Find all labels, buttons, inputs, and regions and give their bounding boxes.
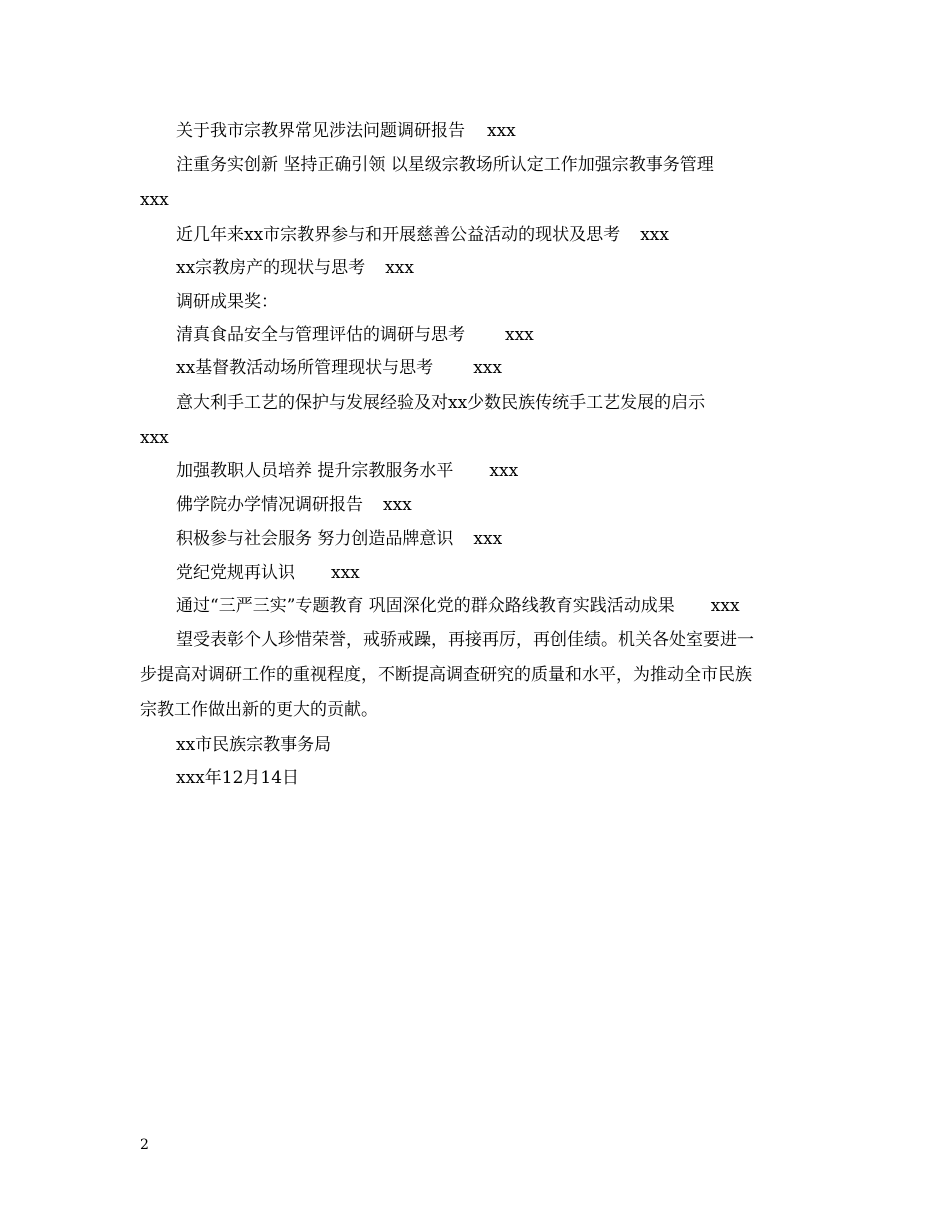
body-text: 步提高对调研工作的重视程度，不断提高调查研究的质量和水平，为推动全市民族 bbox=[140, 665, 752, 685]
author-name: xxx bbox=[473, 529, 503, 549]
author-name: xxx bbox=[640, 225, 669, 245]
signature-date bbox=[176, 768, 299, 788]
body-paragraph-line bbox=[176, 630, 754, 650]
body-text: 望受表彰个人珍惜荣誉，戒骄戒躁，再接再厉，再创佳绩。机关各处室要进一 bbox=[176, 630, 754, 650]
award-item-title: xx基督教活动场所管理现状与思考 bbox=[176, 358, 434, 378]
award-item-title: xx宗教房产的现状与思考 bbox=[176, 258, 366, 278]
award-item-line bbox=[176, 393, 705, 413]
section-heading-text: 调研成果奖： bbox=[176, 292, 278, 312]
award-item-line bbox=[176, 121, 516, 141]
author-name: xxx bbox=[385, 258, 414, 278]
body-paragraph-line bbox=[140, 700, 378, 720]
award-item-title: 注重务实创新 坚持正确引领 以星级宗教场所认定工作加强宗教事务管理 bbox=[176, 155, 714, 175]
award-item-title: 加强教职人员培养 提升宗教服务水平 bbox=[176, 461, 454, 481]
author-name: xxx bbox=[331, 563, 360, 583]
award-item-line bbox=[176, 529, 502, 549]
author-name: xxx bbox=[473, 358, 502, 378]
author-name: xxx bbox=[710, 596, 740, 616]
author-name: xxx bbox=[140, 190, 169, 210]
author-continuation-line bbox=[140, 190, 169, 210]
award-item-title: 关于我市宗教界常见涉法问题调研报告 bbox=[176, 121, 465, 141]
award-item-title: 积极参与社会服务 努力创造品牌意识 bbox=[176, 529, 454, 549]
award-item-line bbox=[176, 563, 360, 583]
author-name: xxx bbox=[489, 461, 519, 481]
organization-name: xx市民族宗教事务局 bbox=[176, 735, 332, 755]
award-item-title: 通过“三严三实”专题教育 巩固深化党的群众路线教育实践活动成果 bbox=[176, 596, 675, 616]
award-item-title: 近几年来xx市宗教界参与和开展慈善公益活动的现状及思考 bbox=[176, 225, 621, 245]
award-item-title: 党纪党规再认识 bbox=[176, 563, 295, 583]
body-paragraph-line bbox=[140, 665, 752, 685]
page-number: 2 bbox=[140, 1137, 149, 1153]
body-text: 宗教工作做出新的更大的贡献。 bbox=[140, 700, 378, 720]
award-item-line bbox=[176, 258, 414, 278]
author-name: xxx bbox=[505, 325, 534, 345]
award-item-line bbox=[176, 461, 518, 481]
author-name: xxx bbox=[383, 495, 412, 515]
award-item-title: 佛学院办学情况调研报告 bbox=[176, 495, 363, 515]
author-name: xxx bbox=[140, 428, 169, 448]
award-item-line bbox=[176, 596, 740, 616]
author-name: xxx bbox=[487, 121, 516, 141]
author-continuation-line bbox=[140, 428, 169, 448]
date-text: xxx年12月14日 bbox=[176, 768, 300, 788]
award-item-title: 意大利手工艺的保护与发展经验及对xx少数民族传统手工艺发展的启示 bbox=[176, 393, 706, 413]
award-item-line bbox=[176, 155, 714, 175]
signature-organization bbox=[176, 735, 331, 755]
award-item-line bbox=[176, 495, 412, 515]
award-item-line bbox=[176, 358, 502, 378]
section-heading bbox=[176, 292, 278, 312]
award-item-line bbox=[176, 225, 669, 245]
award-item-title: 清真食品安全与管理评估的调研与思考 bbox=[176, 325, 465, 345]
award-item-line bbox=[176, 325, 534, 345]
